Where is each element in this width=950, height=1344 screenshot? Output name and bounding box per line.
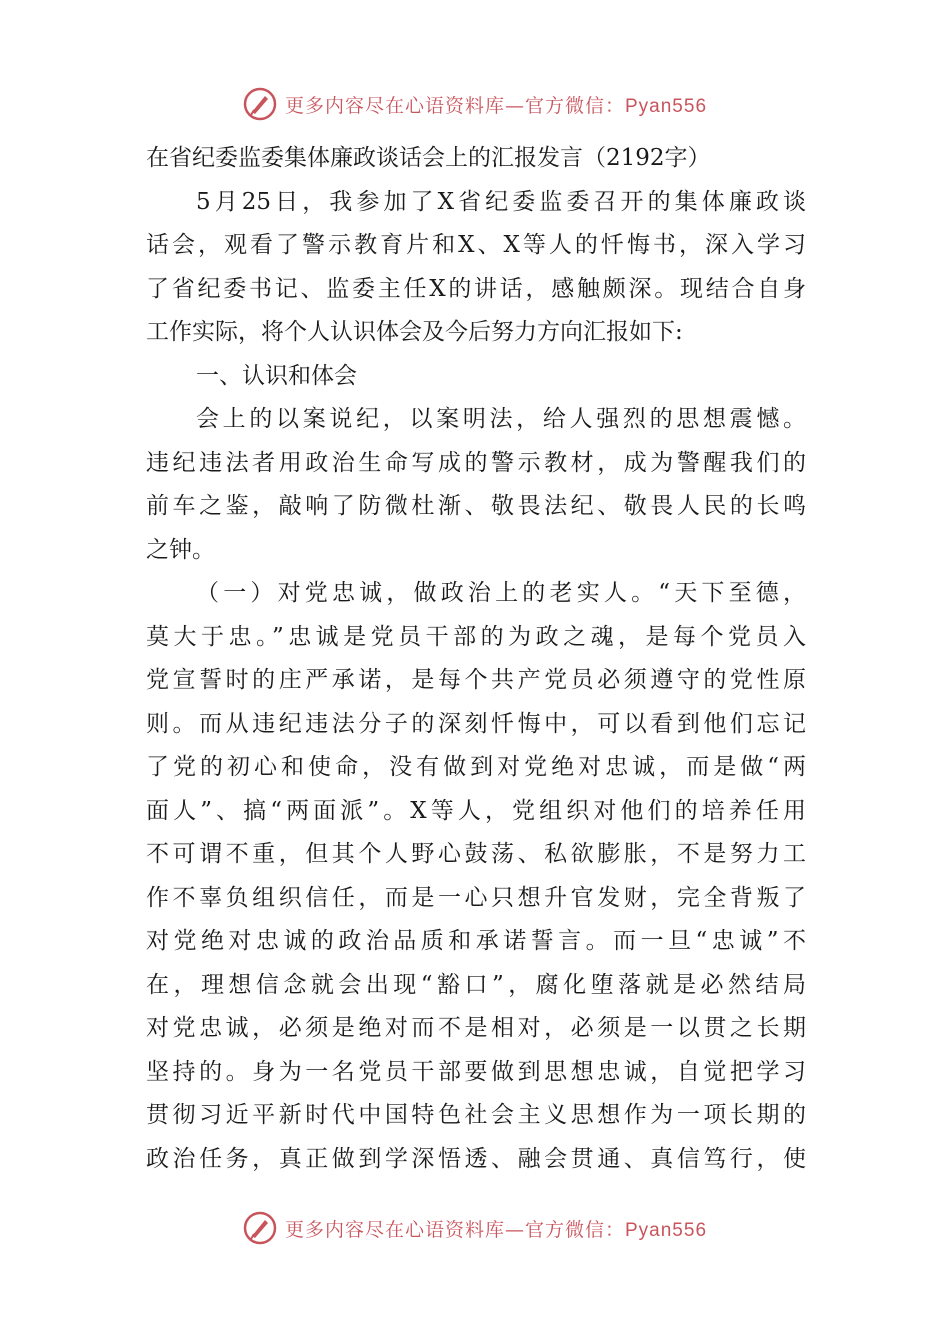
text-line: 了省纪委书记、监委主任X的讲话，感触颇深。现结合自身: [146, 275, 806, 302]
text-line: （一）对党忠诚，做政治上的老实人。“天下至德，: [196, 580, 806, 606]
text-line: 不可谓不重，但其个人野心鼓荡、私欲膨胀，不是努力工: [146, 841, 806, 867]
text-line: 政治任务，真正做到学深悟透、融会贯通、真信笃行，使: [146, 1145, 806, 1172]
text-line: 面人”、搞“两面派”。X等人，党组织对他们的培养任用: [146, 797, 806, 824]
text-line: 党宣誓时的庄严承诺，是每个共产党员必须遵守的党性原: [146, 667, 806, 693]
text-line: 一、认识和体会: [196, 362, 357, 389]
document-body: [146, 137, 806, 1181]
text-line: 了党的初心和使命，没有做到对党绝对忠诚，而是做“两: [146, 754, 806, 780]
watermark-text: 更多内容尽在心语资料库—官方微信：: [284, 1218, 625, 1241]
text-line: 在，理想信念就会出现“豁口”，腐化堕落就是必然结局: [146, 971, 806, 998]
watermark-footer: [0, 1208, 950, 1248]
quill-logo-icon: [243, 1211, 277, 1245]
text-line: 对党绝对忠诚的政治品质和承诺誓言。而一旦“忠诚”不: [146, 928, 806, 954]
text-line: 则。而从违纪违法分子的深刻忏悔中，可以看到他们忘记: [146, 710, 806, 737]
watermark-wechat-id: Pyan556: [625, 95, 708, 117]
text-line: 坚持的。身为一名党员干部要做到思想忠诚，自觉把学习: [146, 1058, 806, 1085]
document-title: 在省纪委监委集体廉政谈话会上的汇报发言（2192字）: [146, 145, 711, 171]
watermark-wechat-id: Pyan556: [625, 1219, 708, 1241]
text-line: 前车之鉴，敲响了防微杜渐、敬畏法纪、敬畏人民的长鸣: [146, 493, 806, 519]
text-line: 对党忠诚，必须是绝对而不是相对，必须是一以贯之长期: [146, 1015, 806, 1041]
text-line: 会上的以案说纪，以案明法，给人强烈的思想震憾。: [196, 406, 806, 432]
text-line: 之钟。: [146, 536, 215, 563]
quill-logo-icon: [243, 87, 277, 121]
text-line: 5月25日，我参加了X省纪委监委召开的集体廉政谈: [196, 188, 806, 215]
watermark-text: 更多内容尽在心语资料库—官方微信：: [284, 94, 625, 117]
text-line: 贯彻习近平新时代中国特色社会主义思想作为一项长期的: [146, 1102, 806, 1128]
text-line: 话会，观看了警示教育片和X、X等人的忏悔书，深入学习: [146, 232, 806, 258]
watermark-header: [0, 84, 950, 124]
text-line: 工作实际，将个人认识体会及今后努力方向汇报如下:: [146, 319, 683, 345]
text-line: 莫大于忠。”忠诚是党员干部的为政之魂，是每个党员入: [146, 623, 806, 650]
text-line: 作不辜负组织信任，而是一心只想升官发财，完全背叛了: [146, 884, 806, 911]
text-line: 违纪违法者用政治生命写成的警示教材，成为警醒我们的: [146, 449, 806, 476]
